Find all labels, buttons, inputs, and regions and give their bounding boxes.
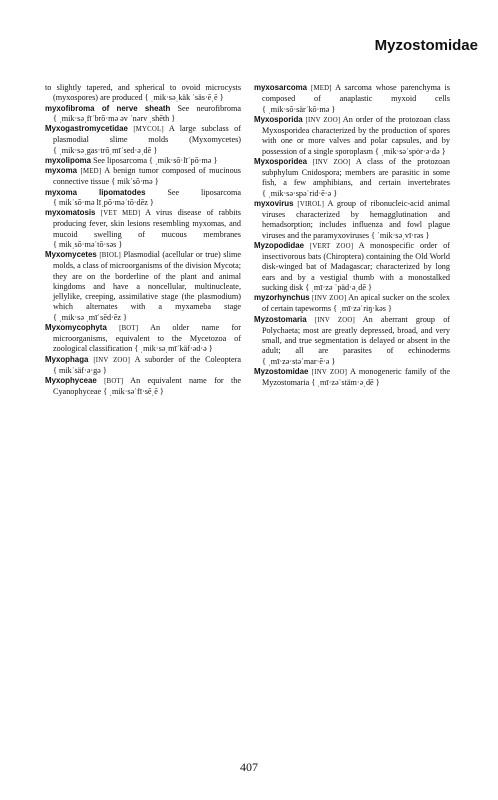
entry-headword: Myzostomaria [254, 314, 307, 324]
dictionary-entry [45, 208, 241, 250]
dictionary-entry [45, 166, 241, 188]
dictionary-entry [254, 157, 450, 199]
dictionary-entry [45, 355, 241, 377]
subject-label: [VERT ZOO] [309, 242, 354, 250]
running-head: Myzostomidae [374, 37, 478, 54]
entry-headword: Myxogastromycetidae [45, 124, 128, 133]
entry-pronunciation: { ˌmik·səˌmīˈkäf·əd·ə } [134, 344, 213, 354]
dictionary-entry [254, 199, 450, 241]
entry-definition: A large subclass of plasmodial slime molds (Myxomycetes) [53, 124, 241, 145]
entry-definition: An older name for microorganisms, equivalent to the Mycetozoa of zoological classification [53, 322, 241, 354]
entry-pronunciation: { ˌmik·sə ˌmīˈsēd·ēz } [53, 312, 128, 322]
subject-label: [INV ZOO] [312, 295, 347, 302]
subject-label: [INV ZOO] [93, 356, 131, 364]
subject-label: [BOT] [119, 324, 139, 332]
entry-definition: to slightly tapered, and spherical to ovoid microcysts (myxospores) are produced [45, 83, 241, 103]
subject-label: [MYCOL] [133, 126, 164, 133]
entry-definition: A sarcoma whose parenchyma is composed of anaplastic myxoid cells [262, 83, 450, 104]
entry-definition: A virus disease of rabbits producing fever, skin lesions resembling myxomas, and mucoid swelling of mucous membranes [53, 208, 241, 239]
dictionary-entry [45, 83, 241, 104]
dictionary-entry [45, 250, 241, 323]
dictionary-entry [45, 323, 241, 355]
entry-definition: An order of the protozoan class Myxosporidea characterized by the production of spores with one or more valves and polar capsules, and by possession of a single sporoplasm [262, 114, 450, 156]
dictionary-entry [254, 315, 450, 367]
page-number: 407 [240, 760, 258, 774]
entry-pronunciation: { ˌmī·zəˈstäm·əˌdē } [311, 378, 380, 387]
entry-headword: Myxosporidea [254, 156, 308, 166]
entry-headword: myxoma [45, 166, 78, 175]
entry-definition: An apical sucker on the scolex of certain tapeworms [262, 293, 451, 314]
entry-definition: See neurofibroma [177, 103, 242, 113]
entry-pronunciation: { ˌmik·sō·särˈkō·mə } [262, 104, 336, 114]
entry-pronunciation: { ˌmik·səˌkäk ˈsäs·ēˌē } [144, 93, 224, 103]
entry-pronunciation: { mikˌsō·məˈtō·səs } [53, 239, 123, 249]
entry-definition: A class of the protozoan subphylum Cnidospora; members are parasitic in some fish, a few amphibians, and certain invertebrates [262, 156, 451, 188]
entry-definition: A suborder of the Coleoptera [134, 354, 242, 364]
entry-definition: See liposarcoma [93, 155, 147, 165]
entry-definition: A benign tumor composed of mucinous connective tissue [53, 166, 241, 187]
entry-definition: A group of ribonucleic-acid animal viruses characterized by hemagglutination and hemadsorption; includes influenza and fowl plague viruses and the paramyxoviruses [262, 198, 450, 240]
entry-pronunciation: { ˌmik·səˌfīˈbrō·mə əv ˈnərv ˌshēth } [53, 113, 176, 123]
entry-pronunciation: { ˌmik·sə·spəˈrid·ē·ə } [262, 188, 338, 198]
entry-pronunciation: { ˌmik·sō·līˈpō·mə } [149, 155, 218, 165]
entry-pronunciation: { ˌmik·səˌgas·trōˌmīˈsed·əˌdē } [53, 145, 158, 155]
entry-definition: A monogeneric family of the Myzostomaria [262, 366, 451, 387]
dictionary-entry [254, 83, 450, 115]
entry-headword: myxosarcoma [254, 83, 308, 92]
entry-definition: A monospecific order of insectivorous bats (Chiroptera) containing the Old World disk-winged bat of Madagascar; characterized by long ears and by a vestigial thumb with a monostalked sucking disk [262, 240, 450, 292]
dictionary-entry [45, 156, 241, 166]
entry-definition: See liposarcoma [167, 187, 242, 197]
dictionary-entry [254, 241, 450, 293]
subject-label: [INV ZOO] [312, 158, 351, 166]
entry-pronunciation: { ˌmik·səˈfī·sēˌē } [103, 387, 164, 397]
entry-definition: An aberrant group of Polychaeta; most are greatly depressed, broad, and very small, and true segmentation is delayed or absent in the adult; all are parasites of echinoderms [262, 314, 451, 356]
entry-headword: Myzopodidae [254, 240, 304, 250]
entry-headword: Myxophaga [45, 354, 89, 364]
entry-definition: An equivalent name for the Cyanophyceae [53, 376, 241, 397]
dictionary-entry [254, 115, 450, 157]
dictionary-entry [254, 367, 450, 389]
entry-headword: Myxomycophyta [45, 322, 107, 332]
subject-label: [MED] [311, 85, 332, 92]
subject-label: [VET MED] [100, 210, 141, 217]
entry-headword: myzorhynchus [254, 293, 310, 302]
entry-definition: Plasmodial (acellular or true) slime molds, a class of microorganisms of the division Mycota; they are on the borderline of the plant and animal kingdoms and have a noncellular, multinucleate, jellylike, creeping, assimilative stage (the plasmodium) which alternates with a myxameba stage [53, 250, 242, 312]
subject-label: [VIROL] [297, 200, 325, 208]
entry-headword: Myxomycetes [45, 250, 97, 259]
subject-label: [BOT] [104, 378, 124, 385]
entry-headword: myxomatosis [45, 208, 96, 217]
subject-label: [MED] [80, 168, 102, 175]
entry-pronunciation: { mikˈsäf·ə·gə } [53, 365, 107, 375]
dictionary-entry [45, 124, 241, 156]
entry-pronunciation: { ˌmī·zə ˈpäd·əˌdē } [305, 282, 372, 292]
entry-pronunciation: { mikˈsō·mə } [111, 177, 159, 187]
subject-label: [INV ZOO] [305, 116, 341, 124]
left-column [45, 83, 241, 398]
entry-headword: Myxophyceae [45, 376, 97, 385]
entry-headword: myxolipoma [45, 155, 92, 165]
right-column [254, 83, 450, 388]
entry-headword: myxoma lipomatodes [45, 187, 146, 197]
entry-pronunciation: { ˌmik·səˈspȯr·ə·də } [375, 146, 446, 156]
entry-pronunciation: { ˈmik·səˌvī·rəs } [371, 230, 430, 240]
entry-headword: myxofibroma of nerve sheath [45, 103, 171, 113]
entry-pronunciation: { ˌmī·zə·stəˈmar·ē·ə } [262, 356, 336, 366]
entry-pronunciation: { mikˈsō·mə līˌpō·məˈtō·dēz } [53, 197, 154, 207]
entry-headword: Myzostomidae [254, 366, 309, 376]
dictionary-entry [45, 104, 241, 125]
dictionary-entry [45, 188, 241, 209]
dictionary-entry [254, 293, 450, 315]
dictionary-entry [45, 376, 241, 398]
entry-headword: Myxosporida [254, 114, 303, 124]
subject-label: [BIOL] [99, 252, 121, 259]
subject-label: [INV ZOO] [314, 316, 355, 324]
entry-headword: myxovirus [254, 198, 294, 208]
subject-label: [INV ZOO] [311, 368, 348, 376]
entry-pronunciation: { ˌmī·zəˈriŋ·kəs } [333, 304, 392, 314]
